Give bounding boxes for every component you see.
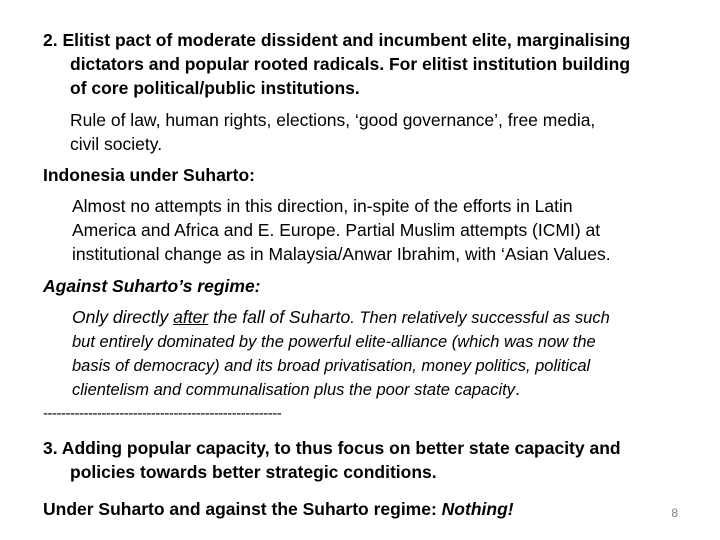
indonesia-line3: institutional change as in Malaysia/Anwar Ibrahim, with ‘Asian Values. [72, 244, 611, 264]
section3-line2: policies towards better strategic conditions. [70, 462, 437, 482]
section2-line1: 2. Elitist pact of moderate dissident and incumbent elite, marginalising [43, 30, 631, 50]
page-number: 8 [671, 506, 678, 520]
section3-line1: 3. Adding popular capacity, to thus focus on better state capacity and [43, 438, 621, 458]
against-line1-part-d: . Then relatively successful as such [350, 309, 610, 327]
indonesia-heading: Indonesia under Suharto: [43, 165, 255, 185]
against-line3: basis of democracy) and its broad privatisation, money politics, political [72, 357, 591, 375]
against-line4-period: . [514, 379, 520, 399]
section2-line2: dictators and popular rooted radicals. For elitist institution building [70, 54, 631, 74]
section2-line3: of core political/public institutions. [70, 78, 360, 98]
conclusion [43, 497, 514, 521]
indonesia-line2: America and Africa and E. Europe. Partial Muslim attempts (ICMI) at [72, 220, 601, 240]
against-line1 [72, 305, 610, 330]
against-line1-part-a: Only directly [72, 307, 174, 327]
conclusion-emphasis: Nothing! [441, 499, 514, 519]
against-line1-part-c: the fall of Suharto [208, 307, 351, 327]
section2-line5: civil society. [70, 134, 163, 154]
against-line4 [72, 377, 520, 402]
against-heading: Against Suharto’s regime: [43, 276, 261, 296]
indonesia-line1: Almost no attempts in this direction, in-spite of the efforts in Latin [72, 196, 573, 216]
against-after-underlined: after [173, 307, 209, 327]
section2-line4: Rule of law, human rights, elections, ‘good governance’, free media, [70, 110, 596, 130]
conclusion-prefix: Under Suharto and against the Suharto regime: [43, 499, 442, 519]
divider: ----------------------------------------------------- [43, 405, 282, 422]
against-line4-text: clientelism and communalisation plus the poor state capacity [72, 381, 515, 399]
against-line2: but entirely dominated by the powerful elite-alliance (which was now the [72, 333, 596, 351]
